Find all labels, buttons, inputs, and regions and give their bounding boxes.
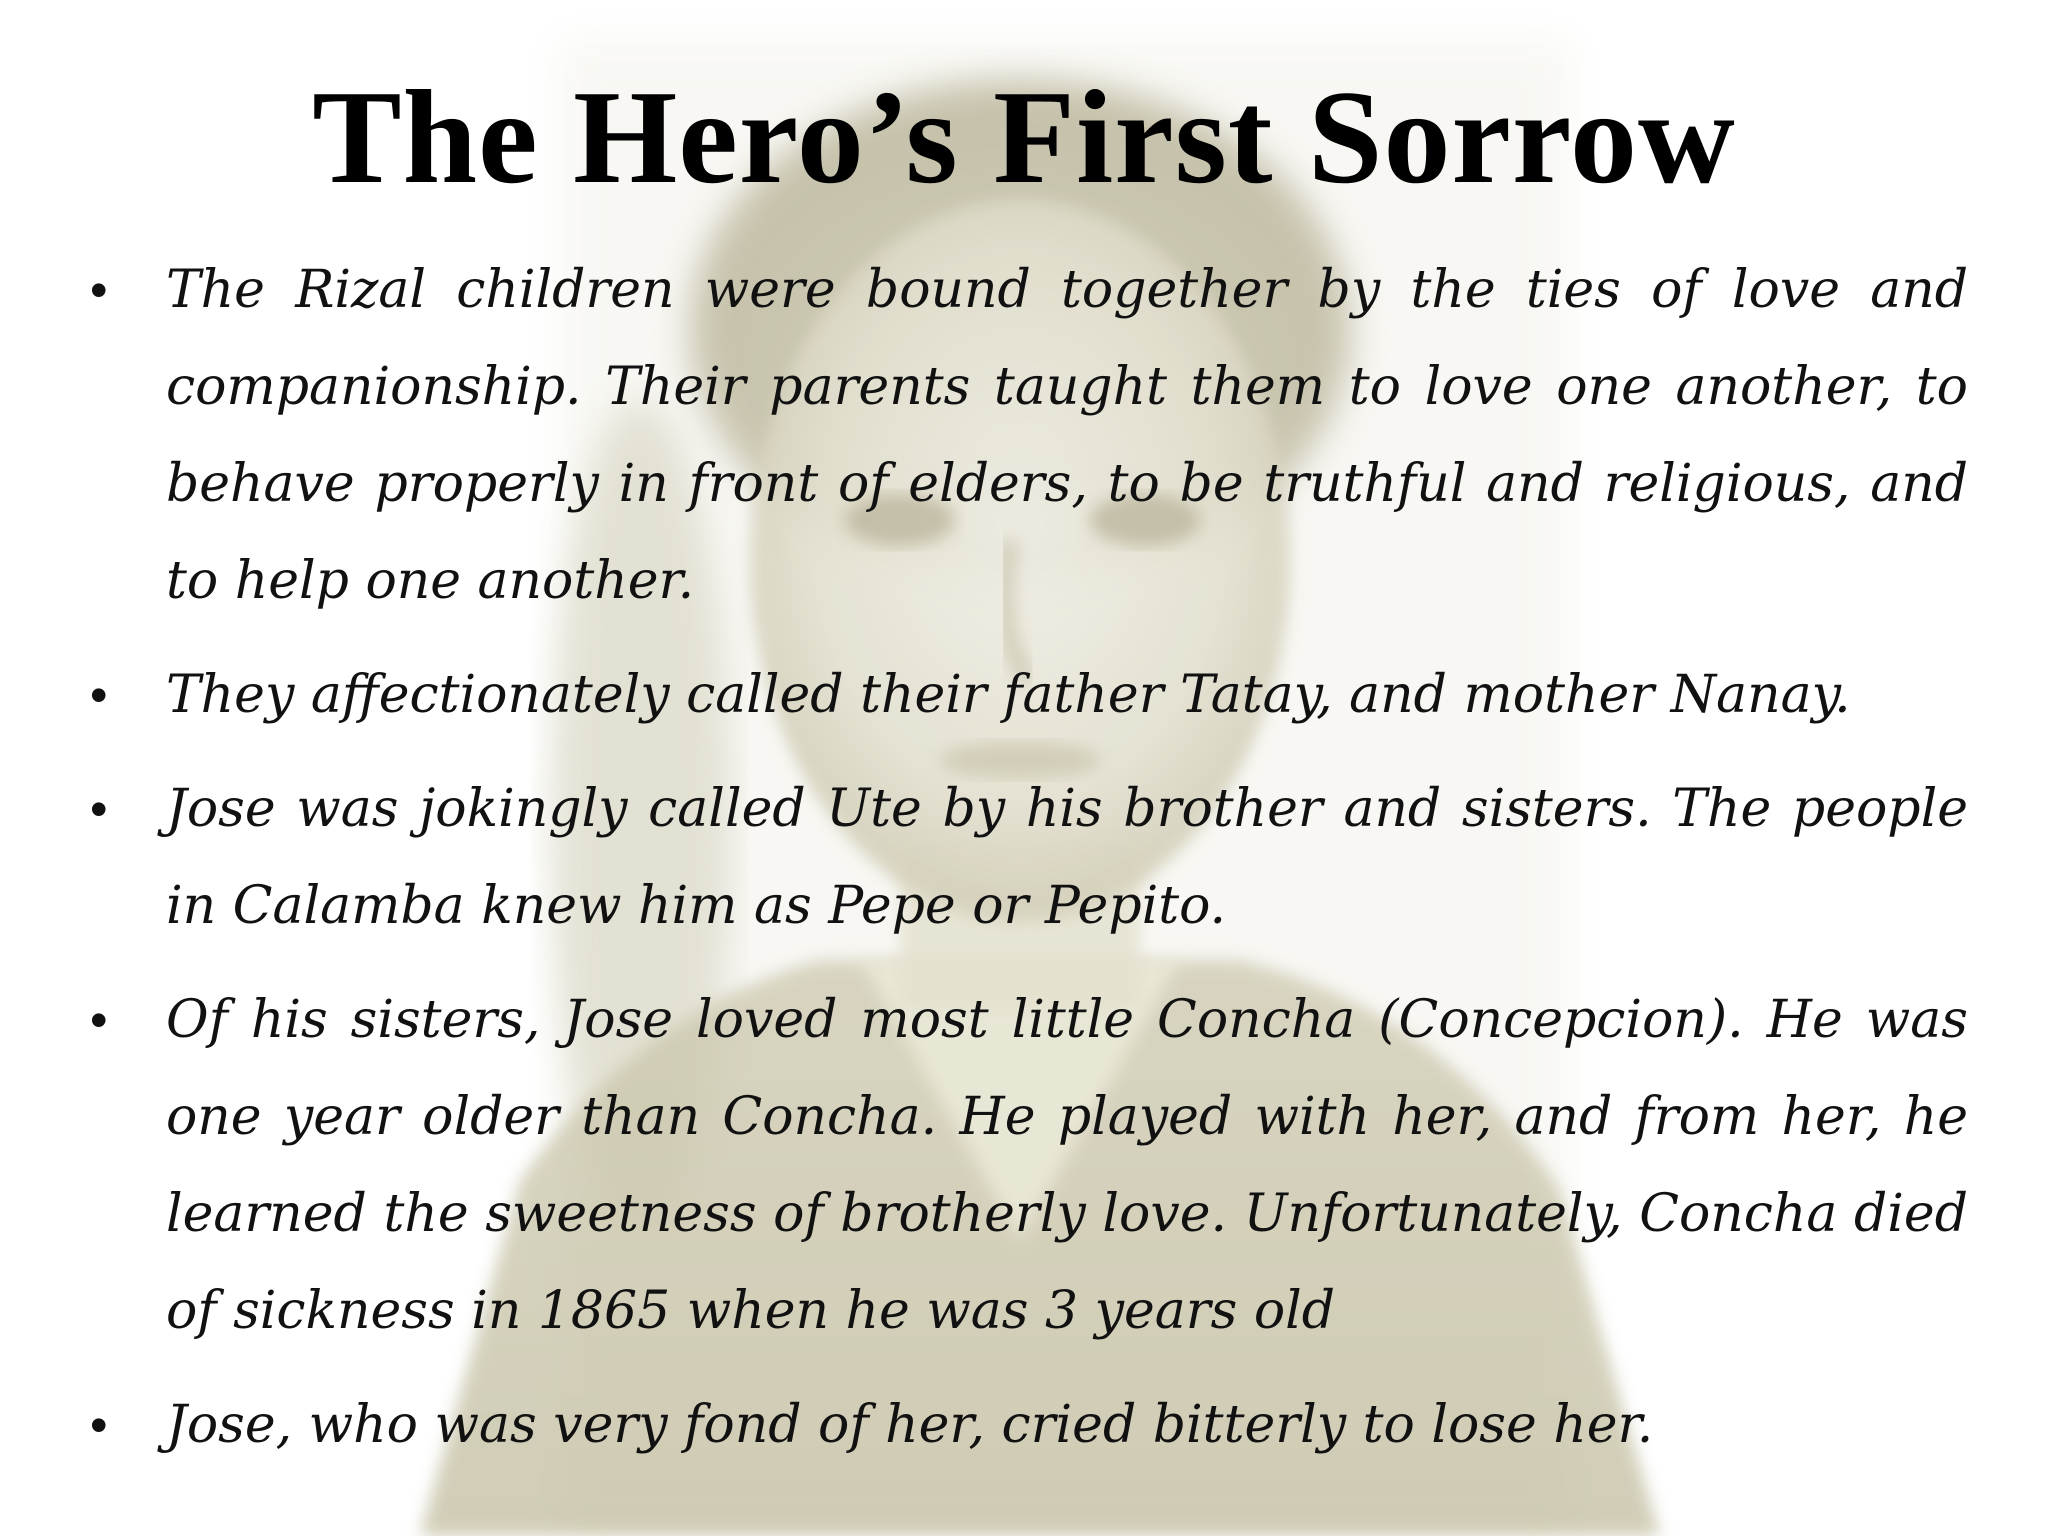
bullet-icon: • [90,992,108,1048]
bullet-item-4 [88,972,1968,1360]
bullet-item-5 [88,1377,1968,1474]
bullet-icon: • [90,1397,108,1453]
bullet-text: The Rizal children were bound together by the ties of love and companionship. Their parents taught them to love one another, to behave properly in front of elders, to be truthful and religious, and to help one another. [166,260,1968,611]
bullet-item-3 [88,761,1968,955]
bullet-item-1 [88,242,1968,630]
bullet-icon: • [90,667,108,723]
bullet-list [88,242,1968,1491]
bullet-icon: • [90,262,108,318]
bullet-text: Of his sisters, Jose loved most little Concha (Concepcion). He was one year older than Concha. He played with her, and from her, he learned the sweetness of brotherly love. Unfortunately, Concha died of sickness in 1865 when he was 3 years old [166,990,1968,1341]
bullet-text: They affectionately called their father Tatay, and mother Nanay. [166,665,1851,725]
slide-title: The Hero’s First Sorrow [312,63,1736,211]
bullet-item-2 [88,647,1968,744]
bullet-icon: • [90,781,108,837]
bullet-text: Jose, who was very fond of her, cried bitterly to lose her. [166,1395,1654,1455]
bullet-text: Jose was jokingly called Ute by his brother and sisters. The people in Calamba knew him as Pepe or Pepito. [166,779,1968,936]
